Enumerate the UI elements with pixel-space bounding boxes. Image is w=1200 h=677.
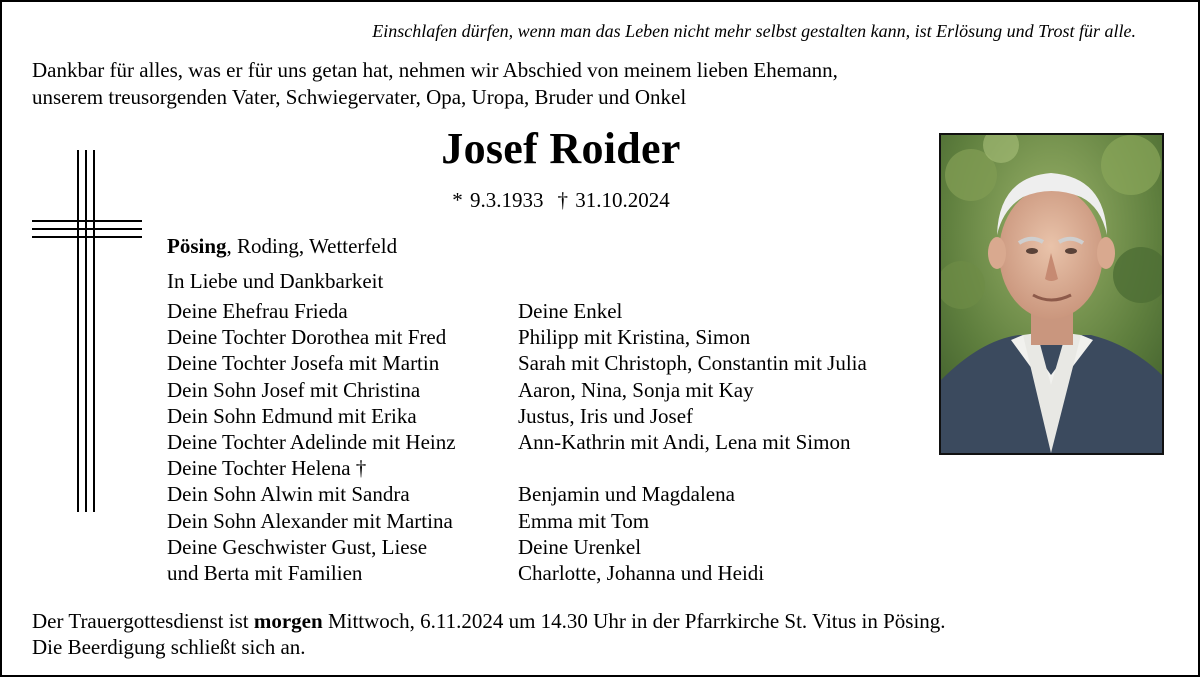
- service-day-emphasis: morgen: [253, 609, 323, 633]
- list-item: Deine Enkel: [518, 299, 623, 323]
- list-item: Emma mit Tom: [518, 508, 650, 533]
- location-primary: Pösing: [167, 234, 227, 258]
- location-line: [167, 234, 397, 259]
- life-dates: [402, 188, 720, 213]
- list-item: Deine Urenkel: [518, 534, 642, 559]
- intro-text: [32, 57, 838, 111]
- service-info: [32, 608, 946, 660]
- list-item: Deine Ehefrau Frieda: [167, 299, 348, 323]
- list-item: Justus, Iris und Josef: [518, 403, 694, 428]
- list-item: Philipp mit Kristina, Simon: [518, 325, 751, 350]
- cross-icon: [32, 150, 142, 512]
- portrait-photo: [939, 133, 1164, 455]
- list-item: Sarah mit Christoph, Constantin mit Julia: [518, 351, 867, 376]
- list-item: und Berta mit Familien: [167, 560, 363, 585]
- list-item: Aaron, Nina, Sonja mit Kay: [518, 377, 754, 402]
- list-item: Deine Tochter Helena †: [167, 456, 367, 481]
- birth-date: * 9.3.1933: [452, 188, 544, 212]
- list-item: Deine Tochter Adelinde mit Heinz: [167, 429, 456, 454]
- intro-line-1: Dankbar für alles, was er für uns getan hat, nehmen wir Abschied von meinem lieben Ehemann,: [32, 58, 838, 82]
- list-item: Benjamin und Magdalena: [518, 482, 735, 507]
- list-item: Charlotte, Johanna und Heidi: [518, 560, 765, 585]
- mourners-left-column: [167, 298, 456, 586]
- list-item: Deine Geschwister Gust, Liese: [167, 534, 428, 559]
- service-line-2: Die Beerdigung schließt sich an.: [32, 635, 306, 659]
- list-item: Deine Tochter Dorothea mit Fred: [167, 325, 447, 350]
- service-suffix: Mittwoch, 6.11.2024 um 14.30 Uhr in der Pfarrkirche St. Vitus in Pösing.: [322, 609, 946, 633]
- intro-line-2: unserem treusorgenden Vater, Schwiegervater, Opa, Uropa, Bruder und Onkel: [32, 85, 687, 109]
- service-prefix: Der Trauergottesdienst ist: [32, 609, 254, 633]
- list-item: Dein Sohn Josef mit Christina: [167, 377, 421, 402]
- deceased-name: Josef Roider: [441, 124, 681, 173]
- mourners-right-column: [518, 298, 867, 586]
- list-item: Dein Sohn Edmund mit Erika: [167, 403, 417, 428]
- service-line-1: [32, 608, 946, 634]
- list-item: Ann-Kathrin mit Andi, Lena mit Simon: [518, 429, 851, 454]
- list-item-spacer: [518, 455, 867, 481]
- location-rest: , Roding, Wetterfeld: [226, 234, 398, 258]
- list-item: Deine Tochter Josefa mit Martin: [167, 351, 440, 376]
- list-item: Dein Sohn Alwin mit Sandra: [167, 482, 410, 507]
- list-item: Dein Sohn Alexander mit Martina: [167, 508, 453, 533]
- motto-quote: Einschlafen dürfen, wenn man das Leben nicht mehr selbst gestalten kann, ist Erlösung und Trost für alle.: [372, 21, 1136, 41]
- death-date: † 31.10.2024: [557, 188, 670, 212]
- greeting: In Liebe und Dankbarkeit: [167, 269, 384, 293]
